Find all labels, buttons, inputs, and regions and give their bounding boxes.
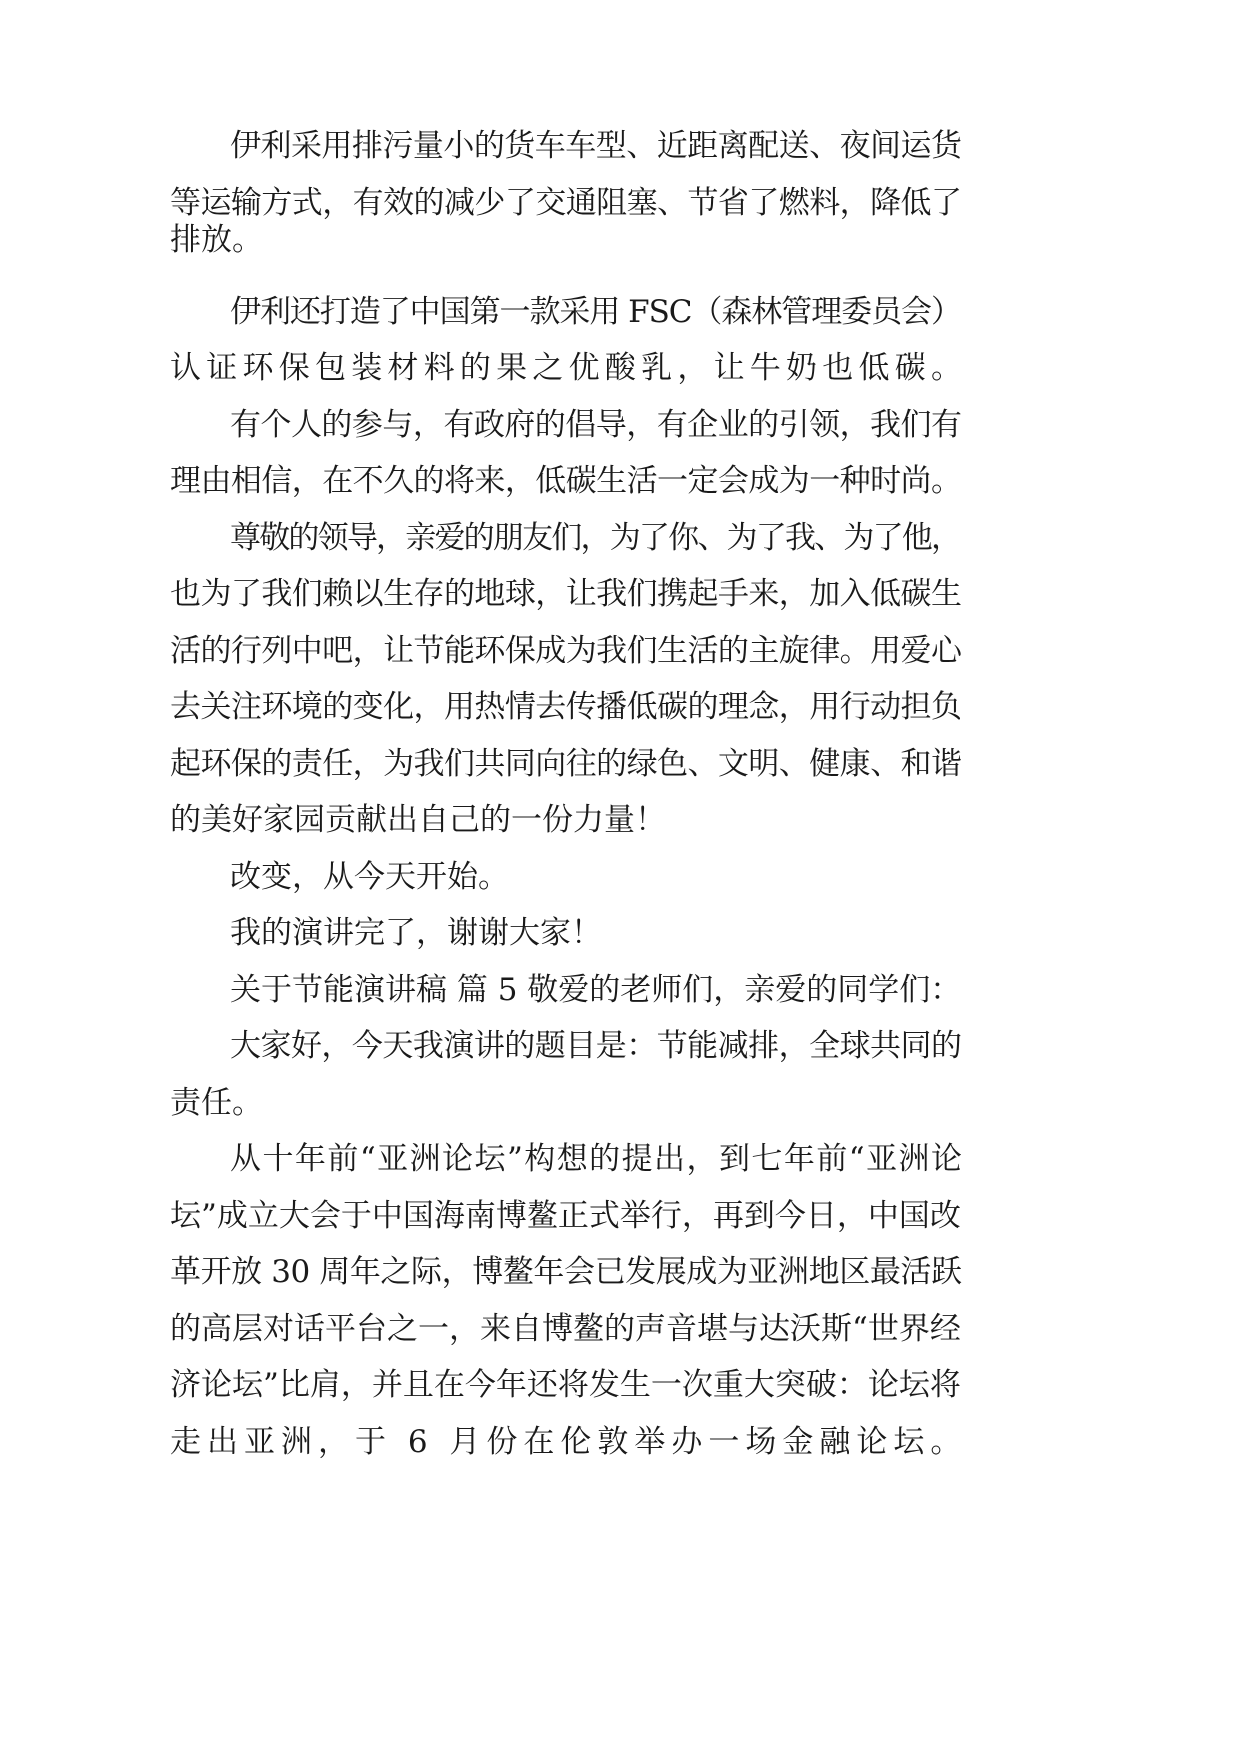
text-line <box>0 734 1241 794</box>
line-text: 理由相信，在不久的将来，低碳生活一定会成为一种时尚。 <box>170 463 962 499</box>
line-text: 关于节能演讲稿 篇 5 敬爱的老师们，亲爱的同学们： <box>230 972 962 1008</box>
text-line <box>0 116 1241 176</box>
line-text: 等运输方式，有效的减少了交通阻塞、节省了燃料，降低了 <box>170 185 962 221</box>
line-text: 从十年前“亚洲论坛”构想的提出，到七年前“亚洲论 <box>230 1141 964 1177</box>
text-line <box>0 1073 1241 1133</box>
text-line <box>0 1355 1241 1415</box>
text-line <box>0 1016 1241 1076</box>
text-line <box>0 1186 1241 1246</box>
text-line <box>0 395 1241 455</box>
line-text: 有个人的参与，有政府的倡导，有企业的引领，我们有 <box>230 407 962 443</box>
line-text: 排放。 <box>170 222 263 258</box>
line-text: 坛”成立大会于中国海南博鳌正式举行，再到今日，中国改 <box>170 1198 961 1234</box>
line-text: 改变，从今天开始。 <box>230 859 509 895</box>
line-text: 的高层对话平台之一，来自博鳌的声音堪与达沃斯“世界经 <box>170 1311 961 1347</box>
line-text: 认证环保包装材料的果之优酸乳，让牛奶也低碳。 <box>170 350 968 386</box>
line-text: 走出亚洲，于 6 月份在伦敦举办一场金融论坛。 <box>170 1424 968 1460</box>
line-text: 革开放 30 周年之际，博鳌年会已发展成为亚洲地区最活跃 <box>170 1254 962 1290</box>
line-text: 济论坛”比肩，并且在今年还将发生一次重大突破：论坛将 <box>170 1367 961 1403</box>
line-text: 尊敬的领导，亲爱的朋友们，为了你、为了我、为了他， <box>230 520 961 556</box>
text-line <box>0 1129 1241 1189</box>
text-line <box>0 564 1241 624</box>
text-line <box>0 338 1241 398</box>
line-text: 责任。 <box>170 1085 263 1121</box>
line-text: 的美好家园贡献出自己的一份力量！ <box>170 802 666 838</box>
text-line <box>0 1299 1241 1359</box>
line-text: 也为了我们赖以生存的地球，让我们携起手来，加入低碳生 <box>170 576 962 612</box>
text-line <box>0 1242 1241 1302</box>
line-text: 大家好，今天我演讲的题目是：节能减排，全球共同的 <box>230 1028 962 1064</box>
text-line <box>0 847 1241 907</box>
text-line <box>0 1412 1241 1472</box>
text-line <box>0 621 1241 681</box>
line-text: 伊利采用排污量小的货车车型、近距离配送、夜间运货 <box>230 128 962 164</box>
text-line <box>0 960 1241 1020</box>
line-text: 去关注环境的变化，用热情去传播低碳的理念，用行动担负 <box>170 689 962 725</box>
text-line <box>0 790 1241 850</box>
text-line <box>0 210 1241 270</box>
text-line <box>0 677 1241 737</box>
text-line <box>0 508 1241 568</box>
line-text: 伊利还打造了中国第一款采用 FSC（森林管理委员会） <box>230 294 961 330</box>
line-text: 起环保的责任，为我们共同向往的绿色、文明、健康、和谐 <box>170 746 962 782</box>
line-text: 活的行列中吧，让节能环保成为我们生活的主旋律。用爱心 <box>170 633 962 669</box>
line-text: 我的演讲完了，谢谢大家！ <box>230 915 602 951</box>
text-line <box>0 451 1241 511</box>
text-line <box>0 903 1241 963</box>
text-line <box>0 282 1241 342</box>
